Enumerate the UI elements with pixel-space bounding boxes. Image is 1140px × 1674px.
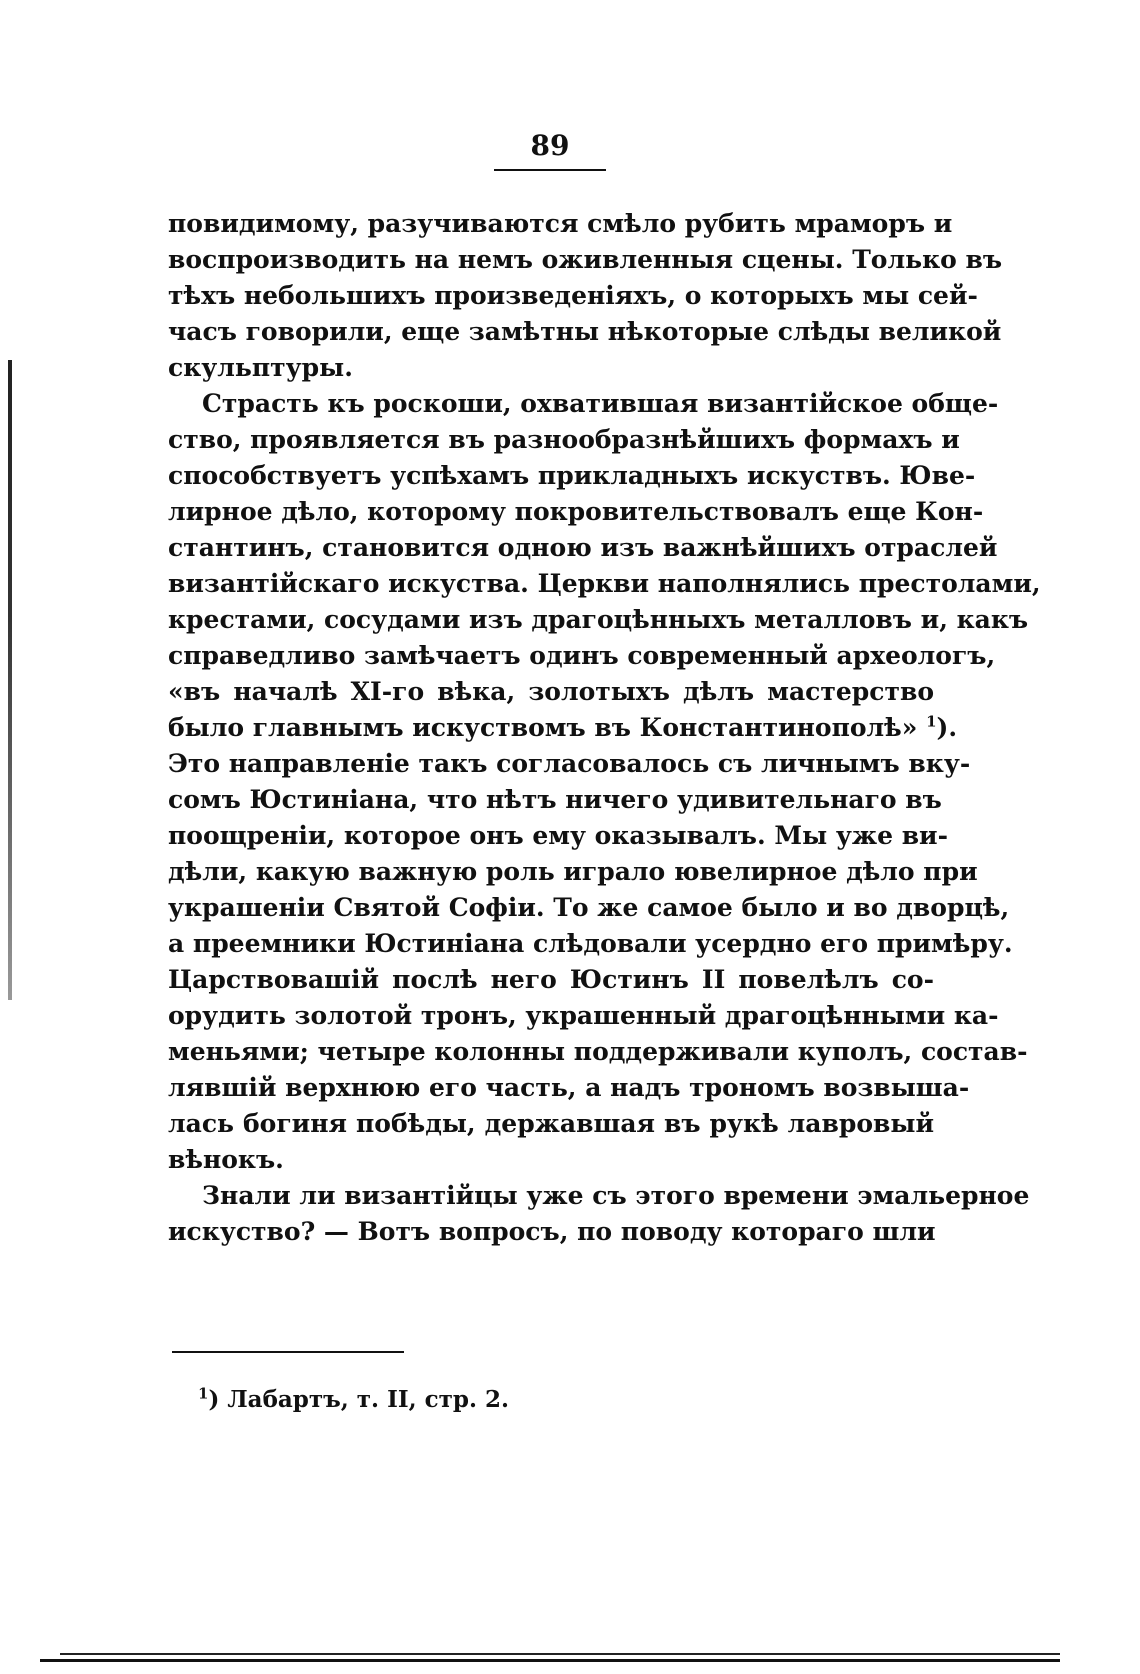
text-line: Знали ли византійцы уже съ этого времени эмальерное: [202, 1181, 1030, 1210]
text-line: часъ говорили, еще замѣтны нѣкоторые слѣды великой: [168, 317, 1002, 346]
footnote-ref-marker: 1: [926, 712, 937, 731]
text-line: а преемники Юстиніана слѣдовали усердно его примѣру.: [168, 929, 1013, 958]
footnote-ref-after: ).: [936, 713, 958, 742]
footnote-rule: [172, 1351, 404, 1353]
footnote: [198, 1384, 509, 1416]
text-line: Царствовашій послѣ него Юстинъ II повелѣлъ со-: [168, 965, 934, 994]
text-line: ство, проявляется въ разнообразнѣйшихъ формахъ и: [168, 425, 960, 454]
text-line: искуство? — Вотъ вопросъ, по поводу котораго шли: [168, 1217, 936, 1246]
footnote-marker: 1: [198, 1384, 209, 1403]
text-line: лявшій верхнюю его часть, а надъ трономъ возвыша-: [168, 1073, 970, 1102]
text-line: справедливо замѣчаетъ одинъ современный археологъ,: [168, 641, 996, 670]
body-text: [168, 206, 1041, 1250]
text-line: «въ началѣ XI-го вѣка, золотыхъ дѣлъ мастерство: [168, 677, 934, 706]
text-line: византійскаго искуства. Церкви наполнялись престолами,: [168, 569, 1041, 598]
scan-edge-bottom-lower: [40, 1659, 1060, 1662]
text-line-content: было главнымъ искуствомъ въ Константинополѣ»: [168, 713, 918, 742]
text-line: скульптуры.: [168, 353, 353, 382]
text-line: вѣнокъ.: [168, 1145, 284, 1174]
text-line: Страсть къ роскоши, охватившая византійское обще-: [202, 389, 999, 418]
footnote-text: ) Лабартъ, т. II, стр. 2.: [208, 1386, 509, 1413]
text-line: лирное дѣло, которому покровительствовалъ еще Кон-: [168, 497, 984, 526]
page-number: 89: [530, 129, 570, 162]
scan-edge-bottom: [60, 1653, 1060, 1655]
text-line: Это направленіе такъ согласовалось съ личнымъ вку-: [168, 749, 971, 778]
text-line: крестами, сосудами изъ драгоцѣнныхъ металловъ и, какъ: [168, 605, 1029, 634]
text-line-with-footnote-ref: [168, 710, 958, 746]
text-line: способствуетъ успѣхамъ прикладныхъ искуствъ. Юве-: [168, 461, 976, 490]
text-line: тѣхъ небольшихъ произведеніяхъ, о которыхъ мы сей-: [168, 281, 978, 310]
text-line: дѣли, какую важную роль играло ювелирное дѣло при: [168, 857, 978, 886]
text-line: сомъ Юстиніана, что нѣтъ ничего удивительнаго въ: [168, 785, 942, 814]
page-number-rule: [494, 169, 606, 171]
text-line: меньями; четыре колонны поддерживали куполъ, состав-: [168, 1037, 1028, 1066]
text-line: орудить золотой тронъ, украшенный драгоцѣнными ка-: [168, 1001, 999, 1030]
text-line: украшеніи Святой Софіи. То же самое было и во дворцѣ,: [168, 893, 1010, 922]
text-line: стантинъ, становится одною изъ важнѣйшихъ отраслей: [168, 533, 998, 562]
scan-edge-left: [8, 360, 12, 1000]
text-line: воспроизводить на немъ оживленныя сцены. Только въ: [168, 245, 1003, 274]
text-line: лась богиня побѣды, державшая въ рукѣ лавровый: [168, 1109, 934, 1138]
text-line: повидимому, разучиваются смѣло рубить мраморъ и: [168, 209, 953, 238]
text-line: поощреніи, которое онъ ему оказывалъ. Мы уже ви-: [168, 821, 948, 850]
